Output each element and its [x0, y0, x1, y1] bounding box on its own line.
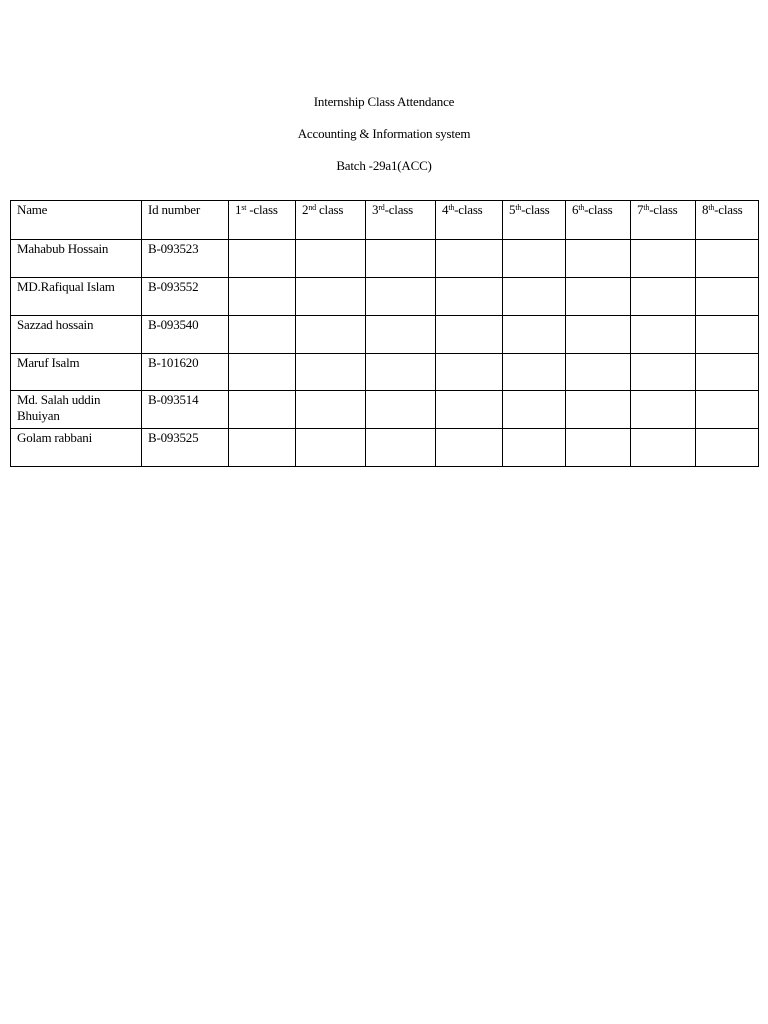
attendance-cell	[566, 354, 631, 391]
attendance-cell	[566, 278, 631, 316]
attendance-cell	[296, 278, 366, 316]
attendance-cell	[696, 429, 759, 467]
class-number: 3	[372, 202, 379, 217]
attendance-cell	[566, 240, 631, 278]
class-ordinal: nd	[308, 203, 316, 212]
attendance-cell	[503, 278, 566, 316]
class-suffix: -class	[649, 202, 678, 217]
table-row	[11, 278, 759, 316]
header-class-2	[296, 201, 366, 240]
attendance-cell	[229, 278, 296, 316]
attendance-cell	[366, 391, 436, 429]
class-suffix: class	[315, 202, 344, 217]
student-id: B-093552	[142, 278, 229, 316]
header-class-7	[631, 201, 696, 240]
class-ordinal: th	[708, 203, 715, 212]
attendance-cell	[296, 240, 366, 278]
attendance-cell	[503, 240, 566, 278]
table-header-row	[11, 201, 759, 240]
header-class-8	[696, 201, 759, 240]
attendance-cell	[631, 278, 696, 316]
attendance-cell	[696, 278, 759, 316]
attendance-cell	[296, 429, 366, 467]
attendance-cell	[566, 316, 631, 354]
header-class-6	[566, 201, 631, 240]
attendance-cell	[503, 316, 566, 354]
attendance-cell	[631, 240, 696, 278]
attendance-table	[10, 200, 759, 467]
class-number: 7	[637, 202, 644, 217]
student-name: MD.Rafiqual Islam	[11, 278, 142, 316]
attendance-cell	[436, 391, 503, 429]
document-title: Internship Class Attendance	[313, 94, 455, 109]
attendance-cell	[366, 354, 436, 391]
class-suffix: -class	[714, 202, 743, 217]
attendance-cell	[503, 391, 566, 429]
class-number: 2	[302, 202, 309, 217]
header-class-3	[366, 201, 436, 240]
class-number: 6	[572, 202, 579, 217]
attendance-cell	[366, 316, 436, 354]
student-name: Md. Salah uddin Bhuiyan	[11, 391, 142, 429]
attendance-cell	[503, 429, 566, 467]
attendance-cell	[436, 316, 503, 354]
document-subtitle: Accounting & Information system	[297, 126, 471, 141]
header-class-5	[503, 201, 566, 240]
table-row	[11, 391, 759, 429]
attendance-cell	[696, 316, 759, 354]
class-suffix: -class	[521, 202, 550, 217]
class-number: 8	[702, 202, 709, 217]
table-row	[11, 316, 759, 354]
student-name: Maruf Isalm	[11, 354, 142, 391]
attendance-cell	[296, 391, 366, 429]
attendance-cell	[436, 240, 503, 278]
class-ordinal: th	[448, 203, 455, 212]
attendance-cell	[696, 391, 759, 429]
attendance-cell	[366, 429, 436, 467]
class-ordinal: st	[241, 203, 247, 212]
attendance-cell	[229, 240, 296, 278]
student-name: Golam rabbani	[11, 429, 142, 467]
class-suffix: -class	[384, 202, 413, 217]
attendance-cell	[436, 354, 503, 391]
attendance-cell	[566, 429, 631, 467]
attendance-cell	[229, 354, 296, 391]
attendance-cell	[436, 429, 503, 467]
attendance-cell	[696, 240, 759, 278]
attendance-cell	[566, 391, 631, 429]
student-id: B-093540	[142, 316, 229, 354]
attendance-cell	[229, 391, 296, 429]
batch-label: Batch -29a1(ACC)	[336, 158, 432, 173]
student-id: B-093514	[142, 391, 229, 429]
header-class-4	[436, 201, 503, 240]
table-row	[11, 354, 759, 391]
class-ordinal: th	[515, 203, 522, 212]
class-suffix: -class	[584, 202, 613, 217]
class-ordinal: th	[578, 203, 585, 212]
header-id-number: Id number	[142, 201, 229, 240]
class-number: 1	[235, 202, 242, 217]
attendance-cell	[631, 354, 696, 391]
student-name: Mahabub Hossain	[11, 240, 142, 278]
attendance-cell	[631, 429, 696, 467]
header-name: Name	[11, 201, 142, 240]
student-id: B-101620	[142, 354, 229, 391]
student-id: B-093523	[142, 240, 229, 278]
attendance-cell	[229, 316, 296, 354]
table-row	[11, 240, 759, 278]
attendance-cell	[296, 316, 366, 354]
attendance-cell	[696, 354, 759, 391]
table-row	[11, 429, 759, 467]
class-number: 5	[509, 202, 516, 217]
class-suffix: -class	[246, 202, 278, 217]
attendance-cell	[366, 240, 436, 278]
class-ordinal: th	[643, 203, 650, 212]
attendance-cell	[631, 316, 696, 354]
attendance-cell	[229, 429, 296, 467]
attendance-cell	[366, 278, 436, 316]
attendance-cell	[631, 391, 696, 429]
attendance-cell	[436, 278, 503, 316]
attendance-cell	[503, 354, 566, 391]
header-class-1	[229, 201, 296, 240]
class-suffix: -class	[454, 202, 483, 217]
attendance-cell	[296, 354, 366, 391]
student-id: B-093525	[142, 429, 229, 467]
class-ordinal: rd	[378, 203, 385, 212]
class-number: 4	[442, 202, 449, 217]
student-name: Sazzad hossain	[11, 316, 142, 354]
